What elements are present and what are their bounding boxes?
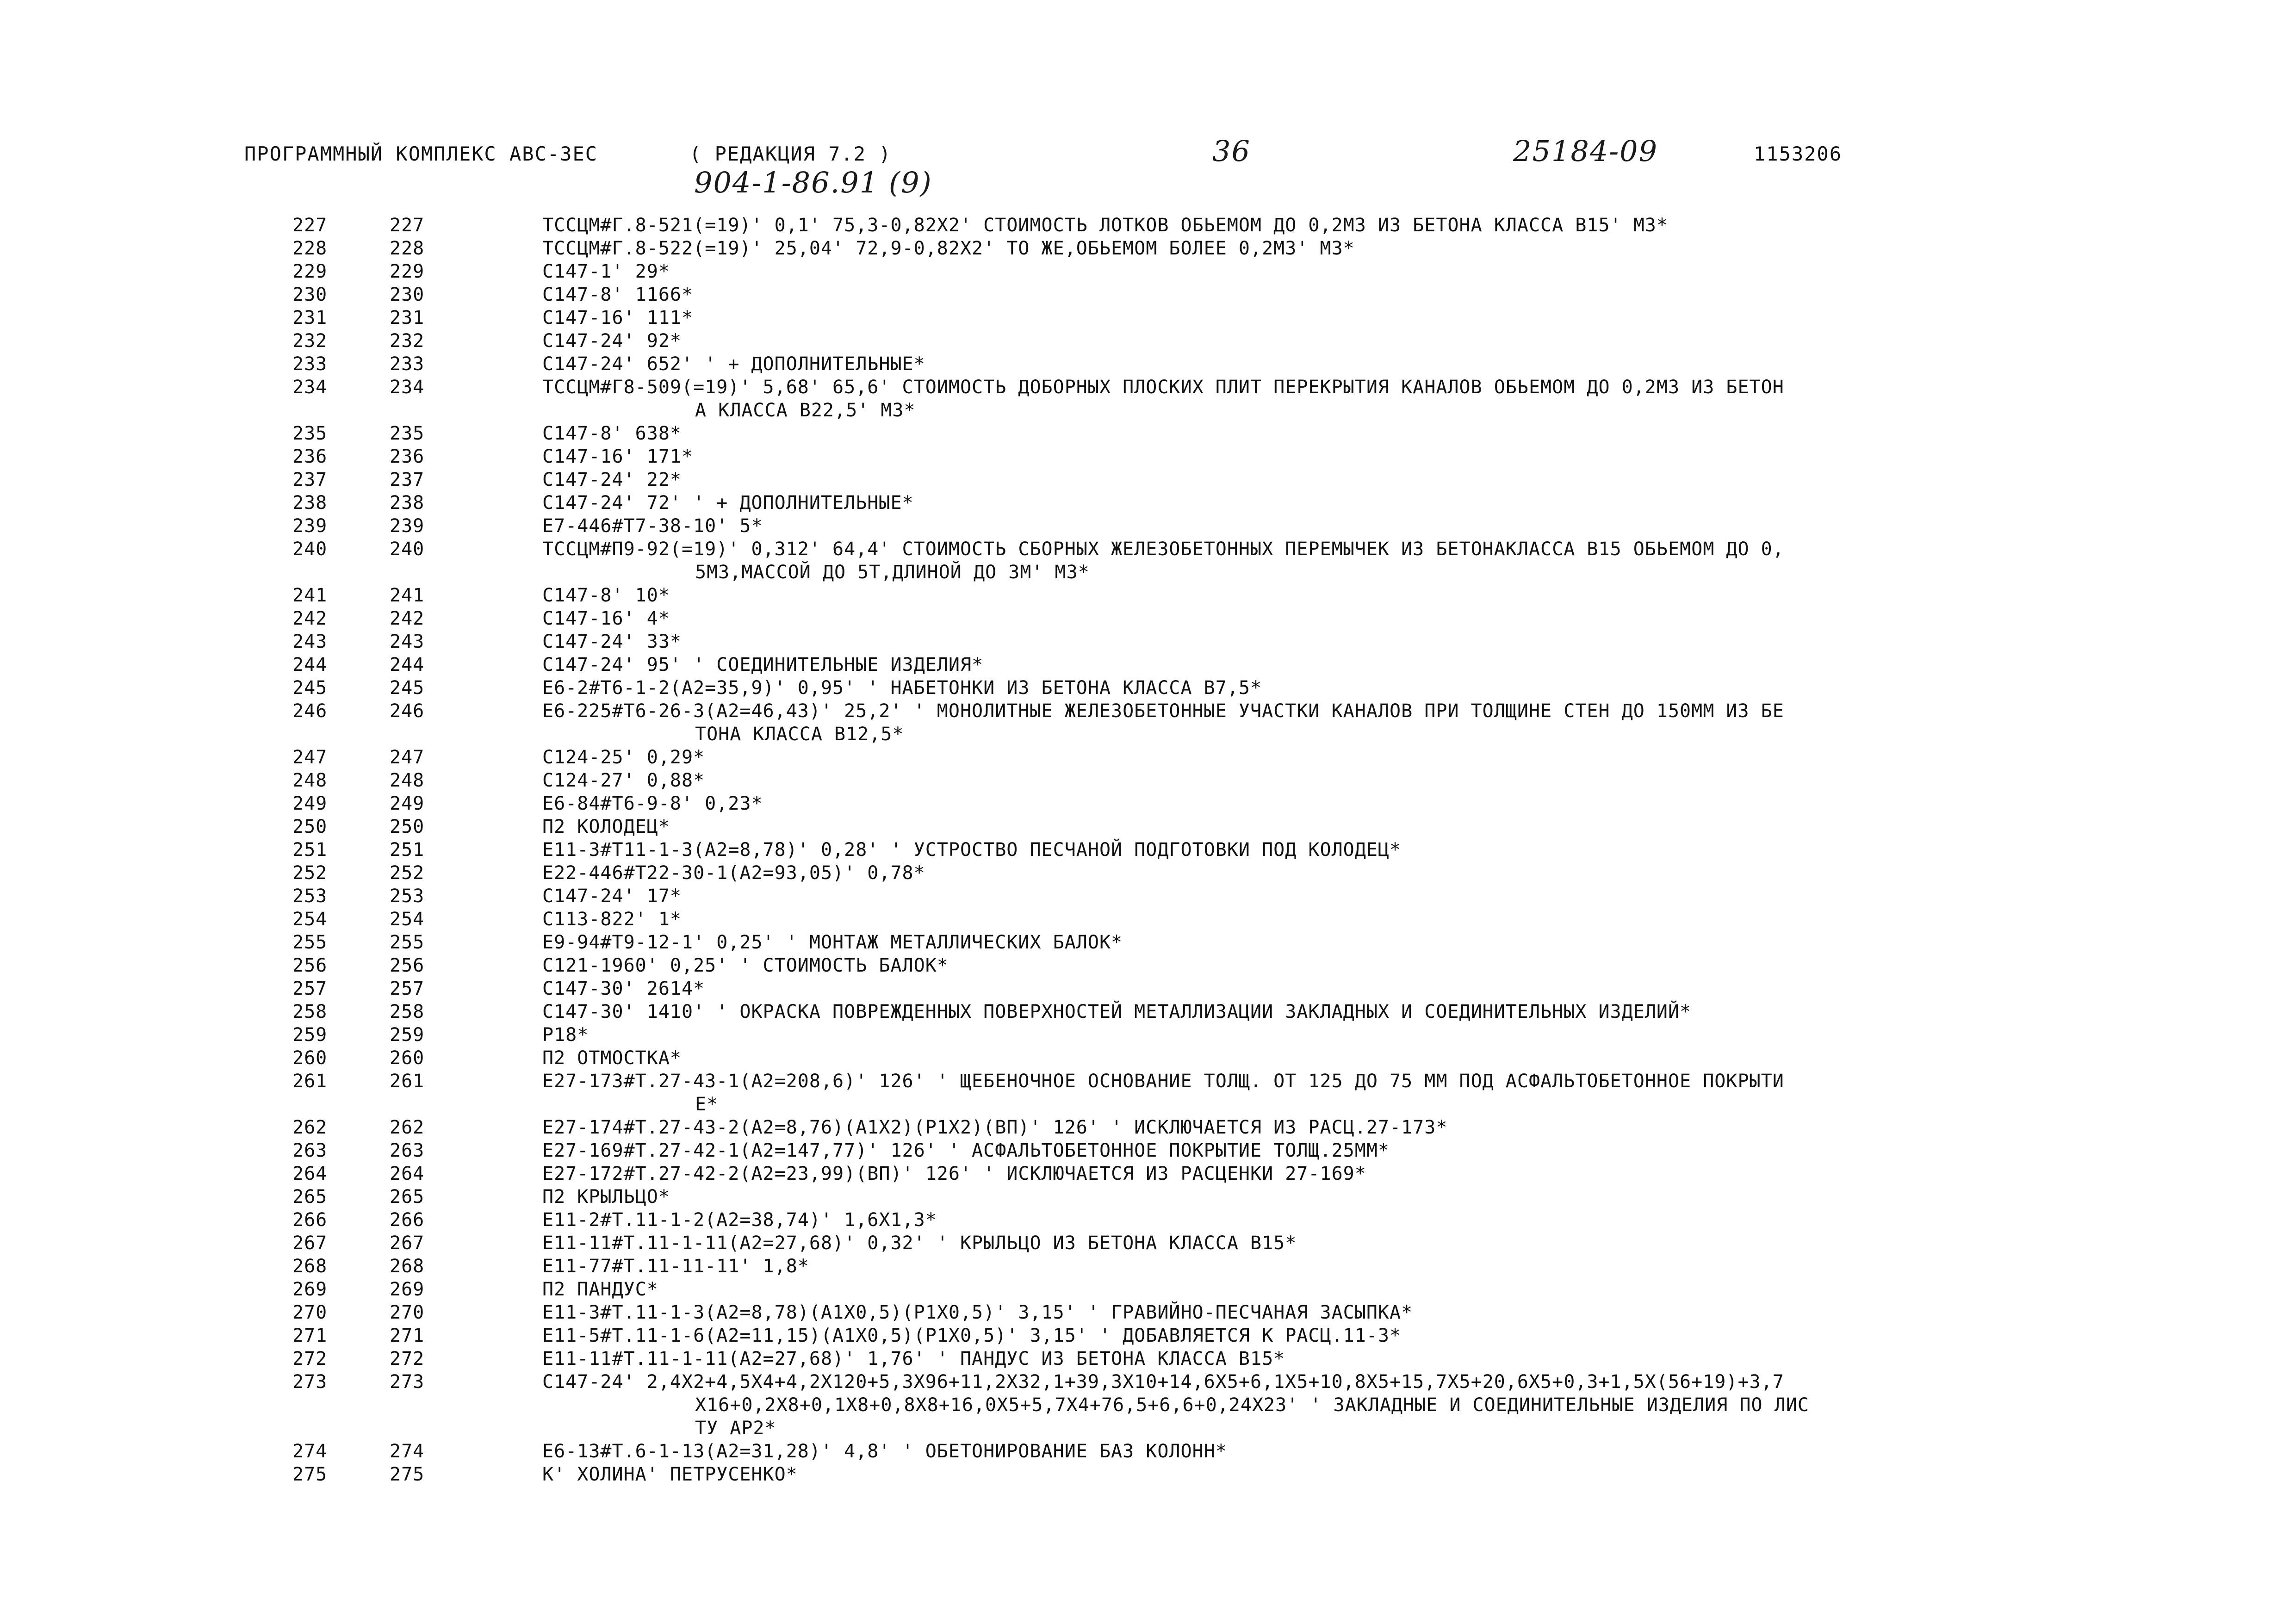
line-text-main: Е22-446#Т22-30-1(А2=93,05)' 0,78* <box>542 862 925 884</box>
line-number-left: 232 <box>292 330 328 352</box>
line-text <box>542 1116 2069 1139</box>
line-text-main: С147-24' 92* <box>542 330 682 352</box>
line-text <box>542 353 2069 376</box>
line-text <box>542 260 2069 283</box>
line-number-right: 247 <box>390 747 425 768</box>
line-text-main: П2 КРЫЛЬЦО* <box>542 1186 670 1208</box>
listing-row <box>0 885 2296 908</box>
line-number-right: 249 <box>390 793 425 814</box>
line-number-right: 270 <box>390 1302 425 1323</box>
listing-row <box>0 838 2296 861</box>
line-number-right: 253 <box>390 886 425 907</box>
line-text-main: С147-24' 652' ' + ДОПОЛНИТЕЛЬНЫЕ* <box>542 353 925 375</box>
line-text-continuation: А КЛАССА В22,5' М3* <box>695 400 916 421</box>
line-number-left: 270 <box>292 1302 328 1323</box>
line-number-right: 267 <box>390 1233 425 1254</box>
line-number-right: 263 <box>390 1140 425 1161</box>
line-text <box>542 1324 2069 1347</box>
line-number-right: 230 <box>390 284 425 305</box>
listing-row <box>0 1185 2296 1208</box>
line-text-main: С147-8' 638* <box>542 423 682 444</box>
line-text <box>542 1370 2069 1440</box>
listing-row <box>0 792 2296 815</box>
line-text-main: П2 ПАНДУС* <box>542 1279 658 1300</box>
line-number-left: 233 <box>292 353 328 375</box>
line-text <box>542 700 2069 746</box>
line-number-right: 241 <box>390 585 425 606</box>
listing-row <box>0 1208 2296 1232</box>
line-number-left: 244 <box>292 654 328 675</box>
line-number-right: 256 <box>390 955 425 976</box>
listing-row <box>0 1370 2296 1440</box>
listing-row <box>0 1278 2296 1301</box>
line-number-left: 229 <box>292 261 328 282</box>
line-text <box>542 1278 2069 1301</box>
listing-row <box>0 954 2296 977</box>
listing-row <box>0 861 2296 885</box>
listing-row <box>0 283 2296 306</box>
listing-row <box>0 769 2296 792</box>
line-text <box>542 653 2069 676</box>
line-number-right: 229 <box>390 261 425 282</box>
line-number-left: 245 <box>292 677 328 699</box>
listing-row <box>0 376 2296 422</box>
line-text <box>542 376 2069 422</box>
line-number-right: 242 <box>390 608 425 629</box>
line-number-left: 248 <box>292 770 328 791</box>
line-text-main: С121-1960' 0,25' ' СТОИМОСТЬ БАЛОК* <box>542 955 949 976</box>
listing-row <box>0 538 2296 584</box>
listing-row <box>0 908 2296 931</box>
listing-row <box>0 468 2296 491</box>
line-text-main: Е27-174#Т.27-43-2(А2=8,76)(А1Х2)(Р1Х2)(ВП)' 126' ' ИСКЛЮЧАЕТСЯ ИЗ РАСЦ.27-173* <box>542 1117 1448 1138</box>
line-number-left: 272 <box>292 1348 328 1369</box>
line-text <box>542 306 2069 329</box>
line-text-main: С147-8' 1166* <box>542 284 694 305</box>
line-number-left: 258 <box>292 1001 328 1022</box>
line-text <box>542 538 2069 584</box>
line-text <box>542 838 2069 861</box>
listing-row <box>0 514 2296 538</box>
line-number-left: 242 <box>292 608 328 629</box>
line-number-right: 268 <box>390 1256 425 1277</box>
line-number-left: 253 <box>292 886 328 907</box>
line-number-right: 258 <box>390 1001 425 1022</box>
line-text-main: Е11-3#Т11-1-3(А2=8,78)' 0,28' ' УСТРОСТВО ПЕСЧАНОЙ ПОДГОТОВКИ ПОД КОЛОДЕЦ* <box>542 839 1402 861</box>
line-text-main: Е6-2#Т6-1-2(А2=35,9)' 0,95' ' НАБЕТОНКИ ИЗ БЕТОНА КЛАССА В7,5* <box>542 677 1262 699</box>
line-text-continuation: Х16+0,2Х8+0,1Х8+0,8Х8+16,0Х5+5,7Х4+76,5+6,6+0,24Х23' ' ЗАКЛАДНЫЕ И СОЕДИНИТЕЛЬНЫЕ ИЗДЕЛИЯ ПО ЛИС ТУ АР2* <box>695 1394 1809 1439</box>
line-number-right: 238 <box>390 492 425 514</box>
line-text <box>542 908 2069 931</box>
line-text-main: Е6-225#Т6-26-3(А2=46,43)' 25,2' ' МОНОЛИТНЫЕ ЖЕЛЕЗОБЕТОННЫЕ УЧАСТКИ КАНАЛОВ ПРИ ТОЛЩИНЕ СТЕН ДО 150ММ ИЗ БЕ <box>542 700 1784 722</box>
line-number-right: 244 <box>390 654 425 675</box>
line-number-right: 232 <box>390 330 425 352</box>
line-text <box>542 630 2069 653</box>
line-text-main: С147-24' 95' ' СОЕДИНИТЕЛЬНЫЕ ИЗДЕЛИЯ* <box>542 654 984 675</box>
line-text <box>542 491 2069 514</box>
line-text-main: С124-27' 0,88* <box>542 770 705 791</box>
line-text <box>542 214 2069 237</box>
line-text <box>542 885 2069 908</box>
line-text <box>542 1023 2069 1047</box>
line-number-left: 237 <box>292 469 328 490</box>
line-number-left: 235 <box>292 423 328 444</box>
line-number-right: 259 <box>390 1024 425 1046</box>
line-number-left: 265 <box>292 1186 328 1208</box>
line-number-left: 252 <box>292 862 328 884</box>
line-text-main: П2 ОТМОСТКА* <box>542 1047 682 1069</box>
line-text-main: Е11-5#Т.11-1-6(А2=11,15)(А1Х0,5)(Р1Х0,5)' 3,15' ' ДОБАВЛЯЕТСЯ К РАСЦ.11-3* <box>542 1325 1402 1346</box>
line-text-main: Е7-446#Т7-38-10' 5* <box>542 515 763 537</box>
line-text-main: Е27-172#Т.27-42-2(А2=23,99)(ВП)' 126' ' ИСКЛЮЧАЕТСЯ ИЗ РАСЦЕНКИ 27-169* <box>542 1163 1366 1184</box>
listing-row <box>0 746 2296 769</box>
line-text-main: Р18* <box>542 1024 589 1046</box>
line-text <box>542 931 2069 954</box>
line-number-left: 251 <box>292 839 328 861</box>
line-text-main: С147-24' 22* <box>542 469 682 490</box>
line-text <box>542 861 2069 885</box>
line-text <box>542 1139 2069 1162</box>
listing-row <box>0 1000 2296 1023</box>
line-number-left: 256 <box>292 955 328 976</box>
line-number-right: 236 <box>390 446 425 467</box>
line-number-right: 252 <box>390 862 425 884</box>
line-text <box>542 1255 2069 1278</box>
line-number-right: 264 <box>390 1163 425 1184</box>
line-text <box>542 769 2069 792</box>
line-text <box>542 1000 2069 1023</box>
line-number-left: 230 <box>292 284 328 305</box>
line-number-right: 273 <box>390 1371 425 1393</box>
line-text-main: Е6-13#Т.6-1-13(А2=31,28)' 4,8' ' ОБЕТОНИРОВАНИЕ БАЗ КОЛОНН* <box>542 1441 1227 1462</box>
line-text <box>542 1301 2069 1324</box>
line-number-right: 234 <box>390 377 425 398</box>
line-text <box>542 746 2069 769</box>
line-text-main: С147-16' 111* <box>542 307 694 328</box>
line-text <box>542 792 2069 815</box>
line-text-main: С147-24' 17* <box>542 886 682 907</box>
line-number-left: 266 <box>292 1209 328 1231</box>
line-text <box>542 1185 2069 1208</box>
page-header <box>0 0 2296 199</box>
listing-row <box>0 931 2296 954</box>
line-text <box>542 1208 2069 1232</box>
line-number-left: 257 <box>292 978 328 999</box>
line-number-right: 265 <box>390 1186 425 1208</box>
line-text-main: С124-25' 0,29* <box>542 747 705 768</box>
line-number-left: 261 <box>292 1071 328 1092</box>
line-text-main: С147-24' 72' ' + ДОПОЛНИТЕЛЬНЫЕ* <box>542 492 914 514</box>
line-number-left: 246 <box>292 700 328 722</box>
line-number-left: 239 <box>292 515 328 537</box>
line-number-left: 236 <box>292 446 328 467</box>
line-number-right: 248 <box>390 770 425 791</box>
line-text <box>542 1047 2069 1070</box>
line-text-main: ТССЦМ#Г8-509(=19)' 5,68' 65,6' СТОИМОСТЬ ДОБОРНЫХ ПЛОСКИХ ПЛИТ ПЕРЕКРЫТИЯ КАНАЛОВ ОБЬЕМОМ ДО 0,2М3 ИЗ БЕТОН <box>542 377 1784 398</box>
line-number-left: 231 <box>292 307 328 328</box>
line-number-right: 246 <box>390 700 425 722</box>
line-text <box>542 676 2069 700</box>
line-text-continuation: 5М3,МАССОЙ ДО 5Т,ДЛИНОЙ ДО 3М' М3* <box>695 562 1090 583</box>
listing-row <box>0 977 2296 1000</box>
line-text-continuation: Е* <box>695 1094 719 1115</box>
line-text-main: Е27-169#Т.27-42-1(А2=147,77)' 126' ' АСФАЛЬТОБЕТОННОЕ ПОКРЫТИЕ ТОЛЩ.25ММ* <box>542 1140 1390 1161</box>
listing-row <box>0 1440 2296 1463</box>
listing-row <box>0 1347 2296 1370</box>
line-text <box>542 329 2069 353</box>
line-text <box>542 1440 2069 1463</box>
listing-row <box>0 1324 2296 1347</box>
line-text-main: С147-16' 4* <box>542 608 670 629</box>
line-number-right: 257 <box>390 978 425 999</box>
line-number-right: 269 <box>390 1279 425 1300</box>
line-number-left: 238 <box>292 492 328 514</box>
line-text-main: С147-1' 29* <box>542 261 670 282</box>
line-text-main: Е9-94#Т9-12-1' 0,25' ' МОНТАЖ МЕТАЛЛИЧЕСКИХ БАЛОК* <box>542 932 1123 953</box>
listing-row <box>0 1116 2296 1139</box>
line-number-left: 250 <box>292 816 328 837</box>
line-text <box>542 468 2069 491</box>
listing-row <box>0 815 2296 838</box>
line-number-left: 249 <box>292 793 328 814</box>
line-text-main: К' ХОЛИНА' ПЕТРУСЕНКО* <box>542 1464 798 1485</box>
line-text <box>542 237 2069 260</box>
line-number-right: 227 <box>390 215 425 236</box>
listing-row <box>0 260 2296 283</box>
listing-row <box>0 1255 2296 1278</box>
line-text-continuation: ТОНА КЛАССА В12,5* <box>695 724 904 745</box>
line-text-main: С147-16' 171* <box>542 446 694 467</box>
line-text <box>542 584 2069 607</box>
line-number-right: 260 <box>390 1047 425 1069</box>
line-text <box>542 422 2069 445</box>
line-number-left: 263 <box>292 1140 328 1161</box>
line-number-left: 254 <box>292 909 328 930</box>
listing-row <box>0 1070 2296 1116</box>
line-number-right: 254 <box>390 909 425 930</box>
line-text <box>542 1347 2069 1370</box>
line-number-left: 228 <box>292 238 328 259</box>
listing-row <box>0 445 2296 468</box>
listing-row <box>0 653 2296 676</box>
line-number-right: 271 <box>390 1325 425 1346</box>
line-number-left: 241 <box>292 585 328 606</box>
edition-label: ( РЕДАКЦИЯ 7.2 ) <box>689 142 892 165</box>
line-text <box>542 607 2069 630</box>
listing-row <box>0 491 2296 514</box>
line-text <box>542 1232 2069 1255</box>
listing-row <box>0 353 2296 376</box>
handwritten-doc-code: 25184-09 <box>1513 134 1658 168</box>
line-number-left: 260 <box>292 1047 328 1069</box>
listing-row <box>0 676 2296 700</box>
line-number-right: 233 <box>390 353 425 375</box>
listing-row <box>0 1139 2296 1162</box>
line-text-main: ТССЦМ#Г.8-521(=19)' 0,1' 75,3-0,82Х2' СТОИМОСТЬ ЛОТКОВ ОБЬЕМОМ ДО 0,2М3 ИЗ БЕТОНА КЛАССА В15' М3* <box>542 215 1668 236</box>
line-text-main: Е11-2#Т.11-1-2(А2=38,74)' 1,6Х1,3* <box>542 1209 937 1231</box>
line-number-right: 245 <box>390 677 425 699</box>
line-number-right: 237 <box>390 469 425 490</box>
line-number-right: 239 <box>390 515 425 537</box>
program-title: ПРОГРАММНЫЙ КОМПЛЕКС АВС-3ЕС <box>244 142 598 165</box>
listing-row <box>0 1023 2296 1047</box>
code-number: 1153206 <box>1754 142 1843 165</box>
line-number-right: 272 <box>390 1348 425 1369</box>
handwritten-page-number: 36 <box>1212 134 1251 168</box>
line-number-right: 235 <box>390 423 425 444</box>
line-number-left: 255 <box>292 932 328 953</box>
line-number-left: 247 <box>292 747 328 768</box>
line-text-main: Е11-11#Т.11-1-11(А2=27,68)' 1,76' ' ПАНДУС ИЗ БЕТОНА КЛАССА В15* <box>542 1348 1285 1369</box>
line-number-left: 274 <box>292 1441 328 1462</box>
line-text <box>542 283 2069 306</box>
line-text-main: ТССЦМ#Г.8-522(=19)' 25,04' 72,9-0,82Х2' ТО ЖЕ,ОБЬЕМОМ БОЛЕЕ 0,2М3' М3* <box>542 238 1355 259</box>
line-text <box>542 1162 2069 1185</box>
line-number-left: 227 <box>292 215 328 236</box>
line-number-left: 240 <box>292 539 328 560</box>
line-number-right: 251 <box>390 839 425 861</box>
listing-row <box>0 306 2296 329</box>
listing-row <box>0 214 2296 237</box>
line-text-main: С147-24' 2,4Х2+4,5Х4+4,2Х120+5,3Х96+11,2Х32,1+39,3Х10+14,6Х5+6,1Х5+10,8Х5+15,7Х5+20,6Х5+0,3+1,5Х(56+19)+3,7 <box>542 1371 1784 1393</box>
listing-row <box>0 237 2296 260</box>
line-number-right: 262 <box>390 1117 425 1138</box>
line-text <box>542 1463 2069 1486</box>
listing-row <box>0 329 2296 353</box>
line-number-right: 243 <box>390 631 425 652</box>
line-number-right: 261 <box>390 1071 425 1092</box>
line-text-main: С147-30' 1410' ' ОКРАСКА ПОВРЕЖДЕННЫХ ПОВЕРХНОСТЕЙ МЕТАЛЛИЗАЦИИ ЗАКЛАДНЫХ И СОЕДИНИТЕЛЬНЫХ ИЗДЕЛИЙ* <box>542 1001 1692 1022</box>
line-number-right: 255 <box>390 932 425 953</box>
line-text-main: Е11-77#Т.11-11-11' 1,8* <box>542 1256 809 1277</box>
line-number-left: 243 <box>292 631 328 652</box>
line-text <box>542 977 2069 1000</box>
line-text-main: С147-30' 2614* <box>542 978 705 999</box>
line-number-right: 266 <box>390 1209 425 1231</box>
line-text-main: ТССЦМ#П9-92(=19)' 0,312' 64,4' СТОИМОСТЬ СБОРНЫХ ЖЕЛЕЗОБЕТОННЫХ ПЕРЕМЫЧЕК ИЗ БЕТОНАКЛАССА В15 ОБЬЕМОМ ДО 0, <box>542 539 1784 560</box>
listing-row <box>0 1301 2296 1324</box>
line-text-main: С147-24' 33* <box>542 631 682 652</box>
line-number-left: 264 <box>292 1163 328 1184</box>
line-number-left: 259 <box>292 1024 328 1046</box>
line-number-right: 228 <box>390 238 425 259</box>
line-text-main: Е6-84#Т6-9-8' 0,23* <box>542 793 763 814</box>
line-number-left: 234 <box>292 377 328 398</box>
listing-row <box>0 584 2296 607</box>
listing-row <box>0 1232 2296 1255</box>
line-text <box>542 514 2069 538</box>
line-number-left: 269 <box>292 1279 328 1300</box>
line-number-left: 268 <box>292 1256 328 1277</box>
line-number-right: 274 <box>390 1441 425 1462</box>
line-number-left: 267 <box>292 1233 328 1254</box>
listing-row <box>0 422 2296 445</box>
line-text-main: П2 КОЛОДЕЦ* <box>542 816 670 837</box>
listing-row <box>0 700 2296 746</box>
line-text-main: Е11-3#Т.11-1-3(А2=8,78)(А1Х0,5)(Р1Х0,5)' 3,15' ' ГРАВИЙНО-ПЕСЧАНАЯ ЗАСЫПКА* <box>542 1302 1413 1323</box>
listing-rows <box>0 214 2296 1486</box>
handwritten-project-code: 904-1-86.91 (9) <box>694 166 932 199</box>
line-text <box>542 815 2069 838</box>
line-text-main: С147-8' 10* <box>542 585 670 606</box>
line-number-right: 240 <box>390 539 425 560</box>
listing-row <box>0 1463 2296 1486</box>
line-number-left: 275 <box>292 1464 328 1485</box>
line-number-left: 262 <box>292 1117 328 1138</box>
listing-row <box>0 1162 2296 1185</box>
line-number-right: 231 <box>390 307 425 328</box>
listing-row <box>0 630 2296 653</box>
line-text <box>542 954 2069 977</box>
listing-row <box>0 607 2296 630</box>
line-number-right: 250 <box>390 816 425 837</box>
line-text-main: С113-822' 1* <box>542 909 682 930</box>
listing-row <box>0 1047 2296 1070</box>
line-text <box>542 445 2069 468</box>
line-number-left: 271 <box>292 1325 328 1346</box>
line-text-main: Е27-173#Т.27-43-1(А2=208,6)' 126' ' ЩЕБЕНОЧНОЕ ОСНОВАНИЕ ТОЛЩ. ОТ 125 ДО 75 ММ ПОД АСФАЛЬТОБЕТОННОЕ ПОКРЫТИ <box>542 1071 1784 1092</box>
line-text <box>542 1070 2069 1116</box>
line-text-main: Е11-11#Т.11-1-11(А2=27,68)' 0,32' ' КРЫЛЬЦО ИЗ БЕТОНА КЛАССА В15* <box>542 1233 1297 1254</box>
line-number-right: 275 <box>390 1464 425 1485</box>
line-number-left: 273 <box>292 1371 328 1393</box>
